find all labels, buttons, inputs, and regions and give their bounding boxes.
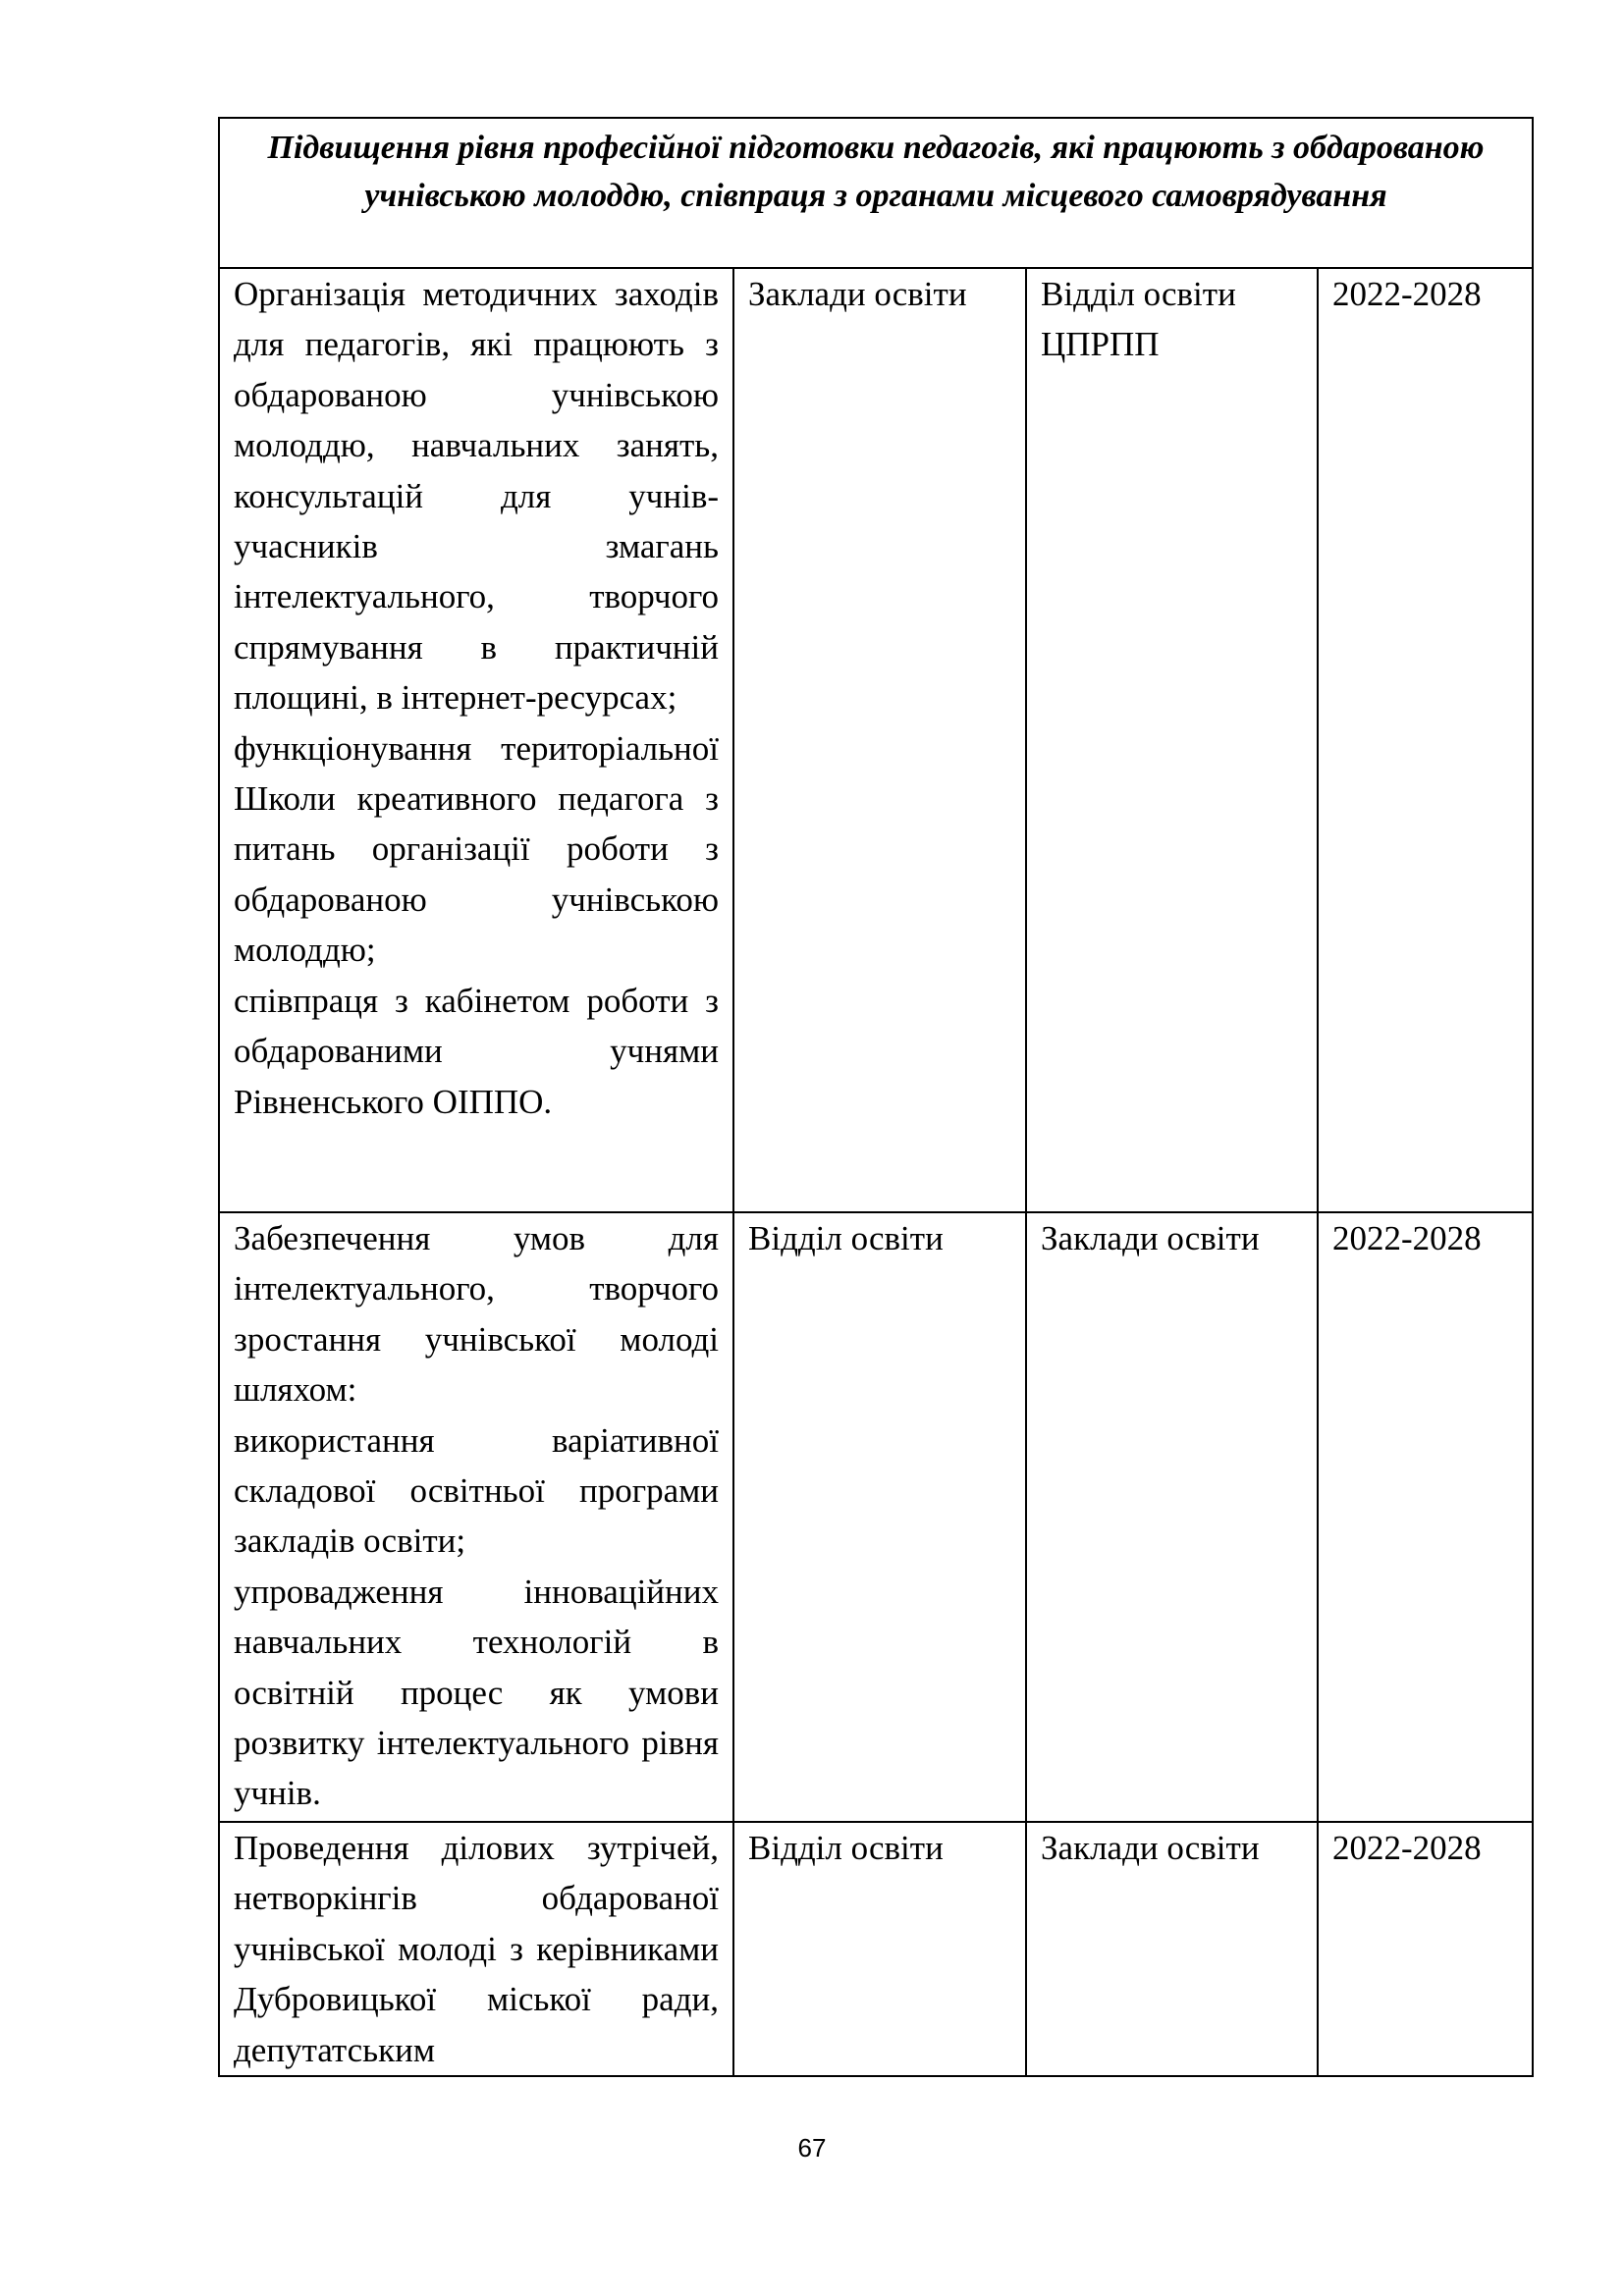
term-cell: 2022-2028 xyxy=(1318,1822,1533,2076)
program-table xyxy=(218,117,1534,2077)
partner-item: Заклади освіти xyxy=(1041,1219,1260,1257)
partners-cell xyxy=(1026,268,1318,1212)
activity-cell xyxy=(219,268,733,1212)
partner-item: Відділ освіти xyxy=(1041,275,1236,313)
activity-cell xyxy=(219,1822,733,2076)
partner-item: Заклади освіти xyxy=(1041,1829,1260,1867)
activity-paragraph: Проведення ділових зутрічей, нетворкінгів обдарованої учнівської молоді з керівниками Дубровицької міської ради, депутатським xyxy=(234,1829,719,2069)
activity-paragraph: Організація методичних заходів для педагогів, які працюють з обдарованою учнівською молоддю, навчальних занять, консультацій для учнів-учасників змагань інтелектуального, творчого спрямування в практичній площині, в інтернет-ресурсах; xyxy=(234,275,719,718)
section-heading: Підвищення рівня професійної підготовки педагогів, які працюють з обдарованою учнівською молоддю, співпраця з органами місцевого самоврядування xyxy=(219,118,1533,268)
table-row xyxy=(219,268,1533,1212)
activity-paragraph: упровадження інноваційних навчальних технологій в освітній процес як умови розвитку інтелектуального рівня учнів. xyxy=(234,1572,719,1813)
activity-paragraph: використання варіативної складової освітньої програми закладів освіти; xyxy=(234,1420,719,1561)
executor-cell: Відділ освіти xyxy=(733,1822,1026,2076)
term-cell: 2022-2028 xyxy=(1318,268,1533,1212)
table-row xyxy=(219,1212,1533,1822)
activity-paragraph: співпраця з кабінетом роботи з обдарованими учнями Рівненського ОІППО. xyxy=(234,981,719,1121)
activity-paragraph: Забезпечення умов для інтелектуального, творчого зростання учнівської молоді шляхом: xyxy=(234,1219,719,1410)
partners-cell xyxy=(1026,1822,1318,2076)
page-number: 67 xyxy=(797,2133,827,2163)
table-row xyxy=(219,1822,1533,2076)
term-cell: 2022-2028 xyxy=(1318,1212,1533,1822)
partner-item: ЦПРПП xyxy=(1041,325,1160,364)
executor-cell: Відділ освіти xyxy=(733,1212,1026,1822)
section-heading-row xyxy=(219,118,1533,268)
activity-paragraph: функціонування територіальної Школи креативного педагога з питань організації роботи з обдарованою учнівською молоддю; xyxy=(234,728,719,970)
partners-cell xyxy=(1026,1212,1318,1822)
activity-cell xyxy=(219,1212,733,1822)
executor-cell: Заклади освіти xyxy=(733,268,1026,1212)
